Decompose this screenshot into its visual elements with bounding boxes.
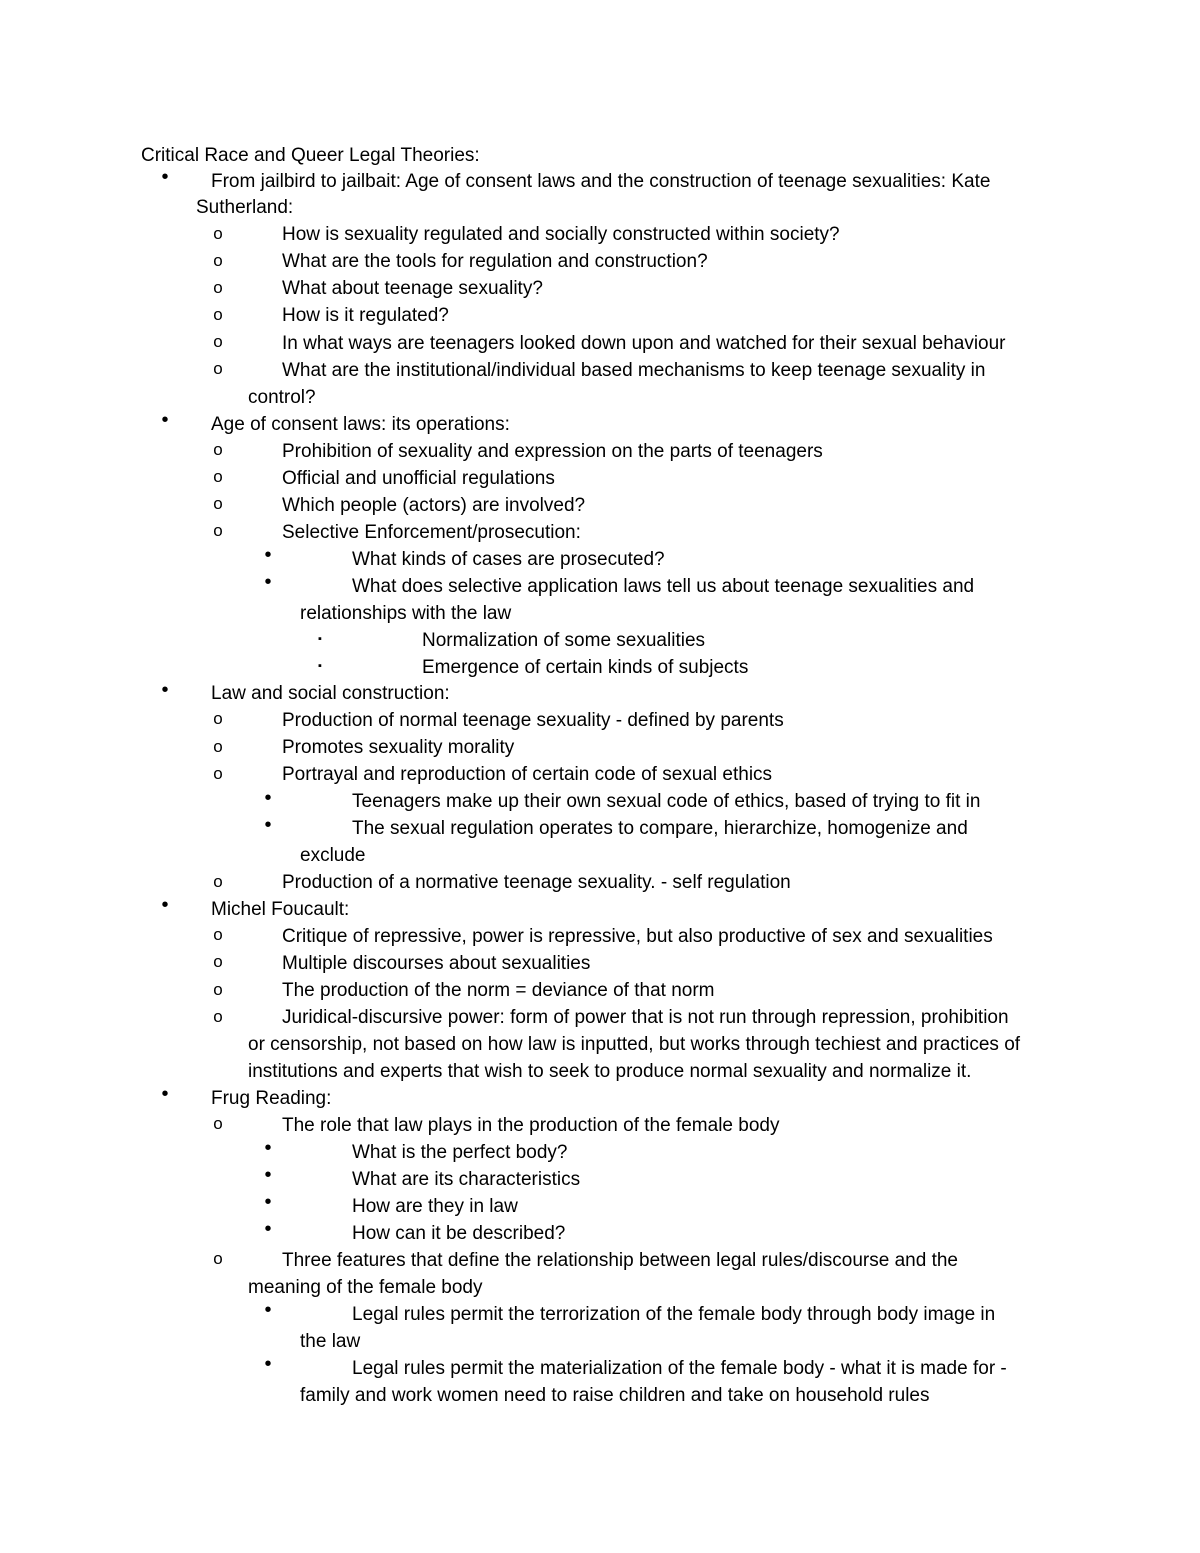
list-item-continued: meaning of the female body: [248, 1277, 483, 1298]
list-item: The role that law plays in the production of the female body: [282, 1115, 780, 1136]
bullet-l3: •: [264, 1164, 272, 1186]
sub-sub-list-item: Emergence of certain kinds of subjects: [422, 657, 749, 678]
bullet-l1: •: [161, 409, 169, 431]
list-item: Production of normal teenage sexuality - defined by parents: [282, 710, 784, 731]
bullet-l2: o: [213, 1114, 223, 1133]
bullet-l1: •: [161, 679, 169, 701]
list-item: Critique of repressive, power is repressive, but also productive of sex and sexualities: [282, 926, 993, 947]
sub-list-item-continued: relationships with the law: [300, 603, 512, 624]
bullet-l4: ▪: [318, 660, 322, 672]
section-heading: Frug Reading:: [211, 1088, 332, 1109]
bullet-l1: •: [161, 166, 169, 188]
sub-list-item: How are they in law: [352, 1196, 518, 1217]
list-item: Selective Enforcement/prosecution:: [282, 522, 581, 543]
sub-list-item: The sexual regulation operates to compare, hierarchize, homogenize and: [352, 818, 968, 839]
bullet-l3: •: [264, 1191, 272, 1213]
bullet-l3: •: [264, 1353, 272, 1375]
list-item: Multiple discourses about sexualities: [282, 953, 591, 974]
sub-list-item-continued: the law: [300, 1331, 361, 1352]
bullet-l2: o: [213, 224, 223, 243]
document-title: Critical Race and Queer Legal Theories:: [141, 145, 480, 166]
bullet-l1: •: [161, 1083, 169, 1105]
list-item: Portrayal and reproduction of certain code of sexual ethics: [282, 764, 773, 785]
list-item: Which people (actors) are involved?: [282, 495, 586, 516]
list-item-continued: institutions and experts that wish to seek to produce normal sexuality and normalize it.: [248, 1061, 972, 1082]
list-item: In what ways are teenagers looked down upon and watched for their sexual behaviour: [282, 333, 1006, 354]
bullet-l1: •: [161, 894, 169, 916]
list-item: How is it regulated?: [282, 305, 449, 326]
bullet-l2: o: [213, 305, 223, 324]
section-heading: Age of consent laws: its operations:: [211, 414, 510, 435]
sub-list-item: How can it be described?: [352, 1223, 566, 1244]
list-item: What are the tools for regulation and construction?: [282, 251, 708, 272]
list-item: Three features that define the relationship between legal rules/discourse and the: [282, 1250, 958, 1271]
section-heading: Law and social construction:: [211, 683, 450, 704]
list-item: Prohibition of sexuality and expression on the parts of teenagers: [282, 441, 823, 462]
bullet-l2: o: [213, 359, 223, 378]
list-item: Official and unofficial regulations: [282, 468, 555, 489]
sub-list-item: What are its characteristics: [352, 1169, 581, 1190]
list-item: Juridical-discursive power: form of power that is not run through repression, prohibition: [282, 1007, 1009, 1028]
bullet-l2: o: [213, 494, 223, 513]
bullet-l2: o: [213, 1249, 223, 1268]
bullet-l3: •: [264, 1137, 272, 1159]
bullet-l2: o: [213, 952, 223, 971]
bullet-l3: •: [264, 544, 272, 566]
list-item: The production of the norm = deviance of that norm: [282, 980, 715, 1001]
section-heading: From jailbird to jailbait: Age of consent laws and the construction of teenage sexualities: Kate: [211, 171, 991, 192]
bullet-l3: •: [264, 814, 272, 836]
bullet-l2: o: [213, 278, 223, 297]
section-heading-continued: Sutherland:: [196, 197, 294, 218]
section-heading: Michel Foucault:: [211, 899, 350, 920]
bullet-l3: •: [264, 571, 272, 593]
sub-list-item: Legal rules permit the terrorization of the female body through body image in: [352, 1304, 996, 1325]
sub-list-item: What kinds of cases are prosecuted?: [352, 549, 665, 570]
bullet-l4: ▪: [318, 633, 322, 645]
sub-list-item-continued: exclude: [300, 845, 366, 866]
list-item: How is sexuality regulated and socially constructed within society?: [282, 224, 840, 245]
sub-list-item: What is the perfect body?: [352, 1142, 568, 1163]
list-item: What are the institutional/individual based mechanisms to keep teenage sexuality in: [282, 360, 986, 381]
list-item: What about teenage sexuality?: [282, 278, 543, 299]
bullet-l2: o: [213, 872, 223, 891]
bullet-l3: •: [264, 787, 272, 809]
list-item: Production of a normative teenage sexuality. - self regulation: [282, 872, 791, 893]
bullet-l2: o: [213, 332, 223, 351]
bullet-l3: •: [264, 1299, 272, 1321]
bullet-l2: o: [213, 737, 223, 756]
bullet-l2: o: [213, 1007, 223, 1026]
sub-list-item: Legal rules permit the materialization of the female body - what it is made for -: [352, 1358, 1007, 1379]
sub-list-item-continued: family and work women need to raise children and take on household rules: [300, 1385, 930, 1406]
list-item: Promotes sexuality morality: [282, 737, 515, 758]
sub-list-item: Teenagers make up their own sexual code of ethics, based of trying to fit in: [352, 791, 981, 812]
list-item-continued: or censorship, not based on how law is inputted, but works through techiest and practices of: [248, 1034, 1021, 1055]
sub-sub-list-item: Normalization of some sexualities: [422, 630, 706, 651]
bullet-l2: o: [213, 467, 223, 486]
bullet-l2: o: [213, 251, 223, 270]
bullet-l2: o: [213, 980, 223, 999]
bullet-l2: o: [213, 925, 223, 944]
bullet-l2: o: [213, 764, 223, 783]
list-item-continued: control?: [248, 387, 316, 408]
sub-list-item: What does selective application laws tell us about teenage sexualities and: [352, 576, 975, 597]
bullet-l3: •: [264, 1218, 272, 1240]
bullet-l2: o: [213, 521, 223, 540]
bullet-l2: o: [213, 440, 223, 459]
bullet-l2: o: [213, 709, 223, 728]
